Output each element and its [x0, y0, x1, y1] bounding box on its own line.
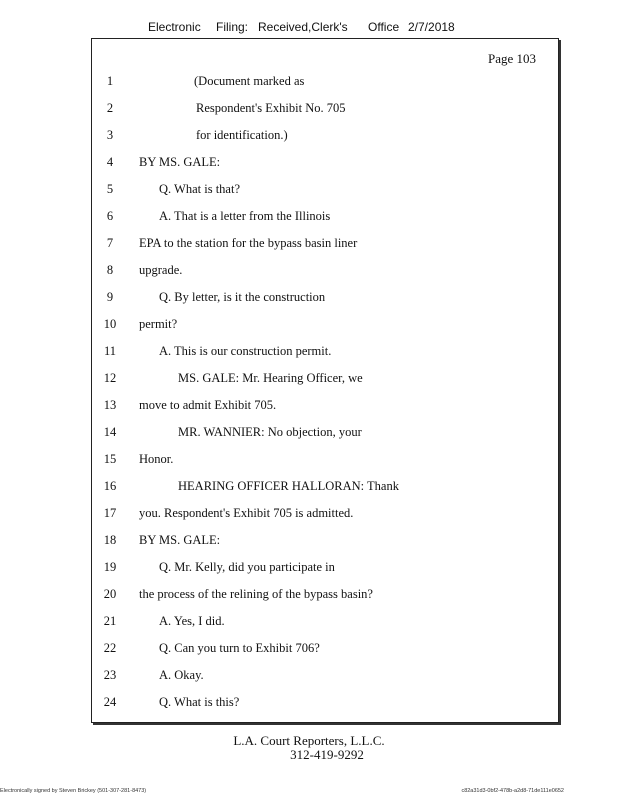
- line-number: 22: [103, 641, 117, 655]
- filing-stamp-part: Office: [368, 20, 400, 34]
- line-number: 9: [106, 290, 114, 304]
- reporter-company: L.A. Court Reporters, L.L.C.: [233, 733, 385, 748]
- line-text: you. Respondent's Exhibit 705 is admitted.: [139, 506, 354, 520]
- line-number: 21: [103, 614, 117, 628]
- line-text: MS. GALE: Mr. Hearing Officer, we: [178, 371, 363, 385]
- line-number: 19: [103, 560, 117, 574]
- line-number: 6: [106, 209, 114, 223]
- page-number: Page 103: [487, 51, 536, 66]
- line-number: 1: [106, 74, 114, 88]
- line-number: 14: [103, 425, 117, 439]
- line-number: 18: [103, 533, 117, 547]
- line-text: the process of the relining of the bypass basin?: [139, 587, 373, 601]
- line-text: Q. Can you turn to Exhibit 706?: [159, 641, 320, 655]
- document-hash: c82a31d3-0bf2-478b-a2d8-71de111e0652: [461, 788, 564, 794]
- line-number: 5: [106, 182, 114, 196]
- line-number: 11: [103, 344, 117, 358]
- filing-stamp-part: Received,Clerk's: [258, 20, 348, 34]
- line-text: Respondent's Exhibit No. 705: [196, 101, 346, 115]
- transcript-page: [91, 38, 559, 723]
- line-text: Honor.: [139, 452, 174, 466]
- line-text: (Document marked as: [194, 74, 305, 88]
- line-text: MR. WANNIER: No objection, your: [178, 425, 362, 439]
- line-number: 20: [103, 587, 117, 601]
- line-number: 7: [106, 236, 114, 250]
- line-number: 8: [106, 263, 114, 277]
- line-text: BY MS. GALE:: [139, 533, 221, 547]
- line-text: Q. By letter, is it the construction: [159, 290, 326, 304]
- line-text: move to admit Exhibit 705.: [139, 398, 277, 412]
- line-number: 15: [103, 452, 117, 466]
- line-number: 10: [103, 317, 117, 331]
- line-number: 24: [103, 695, 117, 709]
- line-text: upgrade.: [139, 263, 183, 277]
- line-text: permit?: [139, 317, 178, 331]
- line-text: A. This is our construction permit.: [159, 344, 332, 358]
- line-text: A. Okay.: [159, 668, 204, 682]
- line-text: Q. What is this?: [159, 695, 240, 709]
- line-text: Q. What is that?: [159, 182, 240, 196]
- filing-stamp-part: 2/7/2018: [408, 20, 455, 34]
- line-text: BY MS. GALE:: [139, 155, 221, 169]
- line-number: 23: [103, 668, 117, 682]
- line-text: Q. Mr. Kelly, did you participate in: [159, 560, 335, 574]
- line-text: A. That is a letter from the Illinois: [159, 209, 331, 223]
- line-number: 4: [106, 155, 114, 169]
- line-number: 16: [103, 479, 117, 493]
- line-number: 12: [103, 371, 117, 385]
- filing-stamp-part: Electronic: [148, 20, 201, 34]
- line-text: A. Yes, I did.: [159, 614, 225, 628]
- line-text: HEARING OFFICER HALLORAN: Thank: [178, 479, 399, 493]
- line-number: 13: [103, 398, 117, 412]
- e-signature-text: Electronically signed by Steven Brickey (501-307-281-8473): [0, 788, 147, 794]
- reporter-phone: 312-419-9292: [290, 747, 364, 762]
- line-number: 2: [106, 101, 114, 115]
- line-number: 3: [106, 128, 114, 142]
- filing-stamp-header: [148, 20, 468, 36]
- line-number: 17: [103, 506, 117, 520]
- filing-stamp-part: Filing:: [216, 20, 249, 34]
- line-text: for identification.): [196, 128, 288, 142]
- line-text: EPA to the station for the bypass basin liner: [139, 236, 358, 250]
